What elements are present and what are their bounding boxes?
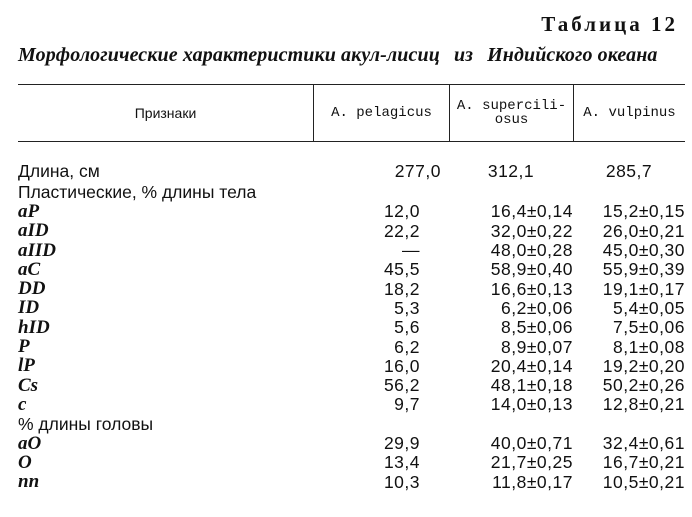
header-vulpinus: A. vulpinus: [573, 85, 685, 141]
table-row: [18, 357, 685, 376]
cell-pelagicus: 5,6: [394, 317, 420, 338]
table-header: [18, 84, 685, 142]
table-row: [18, 395, 685, 414]
cell-superciliosus: 8,5±0,06: [501, 317, 573, 338]
header-pelagicus: A. pelagicus: [313, 85, 449, 141]
cell-pelagicus: 16,0: [383, 355, 420, 376]
row-label: P: [18, 336, 30, 358]
row-label: hID: [18, 316, 50, 338]
cell-superciliosus: 16,6±0,13: [490, 278, 573, 299]
cell-superciliosus: 48,0±0,28: [490, 240, 573, 261]
cell-vulpinus: 19,1±0,17: [602, 278, 685, 299]
row-label: nn: [18, 471, 40, 493]
row-label: aIID: [18, 239, 57, 261]
table-row: [18, 318, 685, 337]
cell-pelagicus: 13,4: [383, 452, 420, 473]
cell-pelagicus: 18,2: [383, 278, 420, 299]
header-superciliosus: A. supercili-osus: [449, 85, 573, 141]
table-row: [18, 415, 685, 434]
row-label: lP: [18, 355, 35, 377]
table-row: [18, 202, 685, 221]
cell-vulpinus: 26,0±0,21: [602, 220, 685, 241]
cell-superciliosus: 16,4±0,14: [490, 201, 573, 222]
caption-part-3: Индийского океана: [487, 44, 658, 66]
cell-pelagicus: 6,2: [394, 336, 420, 357]
row-label: aO: [18, 432, 42, 454]
cell-vulpinus: 10,5±0,21: [602, 471, 685, 492]
cell-vulpinus: 19,2±0,20: [602, 355, 685, 376]
cell-vulpinus: 15,2±0,15: [602, 201, 685, 222]
row-label: Cs: [18, 374, 39, 396]
cell-superciliosus: 48,1±0,18: [490, 375, 573, 396]
caption-part-1: Морфологические характеристики акул-лисиц: [18, 44, 440, 66]
cell-pelagicus: 12,0: [383, 201, 420, 222]
row-label: O: [18, 451, 32, 473]
cell-vulpinus: 55,9±0,39: [602, 259, 685, 280]
table-row: [18, 279, 685, 298]
cell-vulpinus: 45,0±0,30: [602, 240, 685, 261]
cell-vulpinus: 5,4±0,05: [613, 297, 685, 318]
table-row: [18, 159, 685, 183]
caption-part-2: из: [453, 44, 474, 66]
row-label: ID: [18, 297, 40, 319]
cell-pelagicus: 29,9: [383, 433, 420, 454]
cell-vulpinus: 7,5±0,06: [613, 317, 685, 338]
cell-superciliosus: 11,8±0,17: [492, 471, 573, 492]
table-row: [18, 434, 685, 453]
cell-superciliosus: 20,4±0,14: [490, 355, 573, 376]
row-label: DD: [18, 278, 46, 300]
cell-pelagicus: —: [402, 240, 420, 261]
row-label: aC: [18, 258, 41, 280]
cell-vulpinus: 32,4±0,61: [602, 433, 685, 454]
row-label: aP: [18, 200, 40, 222]
section-label: % длины головы: [18, 413, 154, 434]
table-row: [18, 472, 685, 491]
row-label: Длина, см: [18, 160, 100, 181]
cell-vulpinus: 8,1±0,08: [613, 336, 685, 357]
cell-vulpinus: 285,7: [605, 160, 653, 181]
cell-pelagicus: 5,3: [394, 297, 420, 318]
table-row: [18, 337, 685, 356]
row-label: c: [18, 393, 27, 415]
table-number: Таблица 12: [541, 12, 678, 36]
table-body: [18, 159, 685, 492]
cell-superciliosus: 312,1: [487, 160, 535, 181]
cell-pelagicus: 45,5: [383, 259, 420, 280]
row-label: aID: [18, 220, 49, 242]
cell-superciliosus: 14,0±0,13: [490, 394, 573, 415]
header-features: Признаки: [134, 105, 197, 121]
table-row: [18, 260, 685, 279]
cell-vulpinus: 12,8±0,21: [602, 394, 685, 415]
table-row: [18, 299, 685, 318]
cell-vulpinus: 16,7±0,21: [602, 452, 685, 473]
table-row: [18, 376, 685, 395]
cell-pelagicus: 56,2: [383, 375, 420, 396]
cell-vulpinus: 50,2±0,26: [602, 375, 685, 396]
cell-superciliosus: 6,2±0,06: [501, 297, 573, 318]
section-label: Пластические, % длины тела: [18, 182, 257, 203]
cell-pelagicus: 10,3: [383, 471, 420, 492]
cell-superciliosus: 8,9±0,07: [501, 336, 573, 357]
table-caption: [18, 44, 686, 67]
table-row: [18, 453, 685, 472]
table-row: [18, 222, 685, 241]
cell-superciliosus: 21,7±0,25: [490, 452, 573, 473]
table-row: [18, 183, 685, 202]
cell-pelagicus: 277,0: [394, 160, 441, 181]
cell-pelagicus: 22,2: [383, 220, 420, 241]
cell-superciliosus: 40,0±0,71: [490, 433, 573, 454]
table-row: [18, 241, 685, 260]
cell-pelagicus: 9,7: [394, 394, 420, 415]
cell-superciliosus: 32,0±0,22: [490, 220, 573, 241]
cell-superciliosus: 58,9±0,40: [490, 259, 573, 280]
